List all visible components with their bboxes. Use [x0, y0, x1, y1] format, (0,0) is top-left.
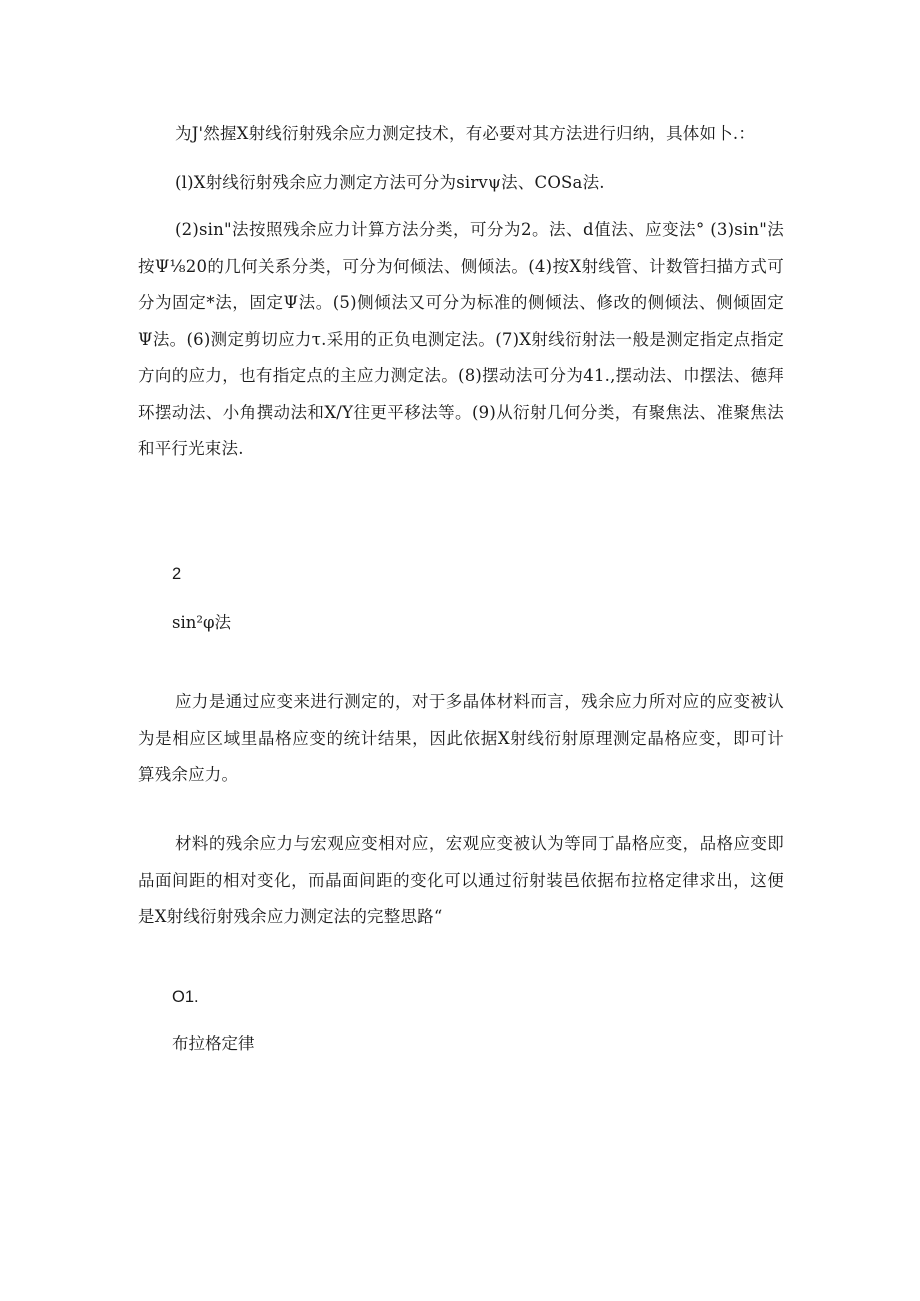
section-number: 2 — [172, 565, 182, 583]
strain-paragraph: 应力是通过应变来进行测定的，对于多晶体材料而言，残余应力所对应的应变被认为是相应区域里晶格应变的统计结果，因此依据X射线衍射原理测定晶格应变，即可计算残余应力。 — [138, 692, 784, 784]
section-title: sin²φ法 — [172, 613, 232, 632]
subsection-number: O1. — [172, 988, 199, 1006]
method-items-paragraph: (2)sin"法按照残余应力计算方法分类，可分为2。法、d值法、应变法° (3)sin"法按Ψ⅛20的几何关系分类，可分为何倾法、侧倾法。(4)按X射线管、计数管扫描方式可分为固定*法，固定Ψ法。(5)侧倾法又可分为标准的侧倾法、修改的侧倾法、侧倾固定Ψ法。(6)测定剪切应力τ.采用的正负电测定法。(7)X射线衍射法一般是测定指定点指定方向的应力，也有指定点的主应力测定法。(8)摆动法可分为41.,摆动法、巾摆法、德拜环摆动法、小角撰动法和X/Y往更平移法等。(9)从衍射几何分类，有聚焦法、准聚焦法和平行光束法. — [138, 220, 784, 458]
subsection-title: 布拉格定律 — [172, 1034, 255, 1053]
bragg-paragraph: 材料的残余应力与宏观应变相对应，宏观应变被认为等同丁晶格应变，品格应变即品面间距的相对变化，而晶面间距的变化可以通过衍射装邑依据布拉格定律求出，这便是X射线衍射残余应力测定法的完整思路“ — [138, 834, 784, 926]
method-item-1: (l)X射线衍射残余应力测定方法可分为sirvψ法、COSa法. — [175, 173, 605, 192]
intro-paragraph: 为J'然握X射线衍射残余应力测定技术，有必要对其方法进行归纳，具体如卜.： — [175, 124, 756, 143]
